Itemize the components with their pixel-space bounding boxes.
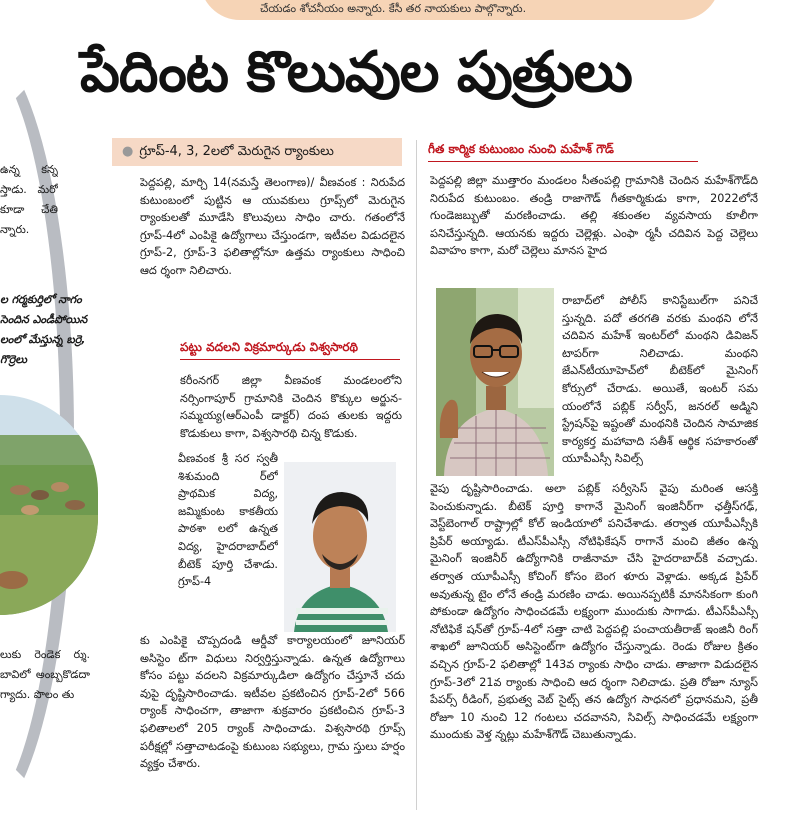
subhead-mahesh: గీత కార్మిక కుటుంబం నుంచి మహేశ్ గౌడ్ [428, 142, 698, 162]
article-viswa-part-2: వీణవంక శ్రీ సర స్వతీ శిశుమంది ర్‌లో ప్రాథమిక విద్య, జమ్మికుంట కాకతీయ పాఠశా లలో ఉన్నత విద్య, హైదరాబాద్‌లో బీటెక్ పూర్తి చేశాడు. గ్రూప్-4 [178, 452, 278, 589]
headline: పేదింట కొలువుల పుత్రులు [80, 40, 632, 105]
left-column-text-2: ల గర్మకుర్తిలో నాగం సెందిన ఎండీపోయిన లంలో మేస్తున్న బర్రె, గొర్రెలు [0, 293, 88, 366]
subhead-group-ranks [112, 138, 402, 166]
column-divider [416, 140, 417, 810]
left-column-text-3: లుకు రెండెక ర్శు. బావిలో అంబ్బకొడదా గ్యాదు. పొలం తు [0, 648, 90, 701]
goats-field-illustration [0, 395, 98, 615]
subhead-group-ranks-text: గ్రూప్-4, 3, 2లలో మెరుగైన ర్యాంకులు [139, 144, 334, 159]
portrait-viswasarathi [284, 462, 396, 632]
article-viswa-part-1: కరీంనగర్ జిల్లా వీణవంక మండలంలోని నర్సింగాపూర్ గ్రామానికి చెందిన కొక్కుల అర్జున-సమ్మయ్య(ఆర్ఎంపీ డాక్టర్) దంప తులకు ఇద్దరు కొడుకులు కాగా, విశ్వసారథి చిన్న కొడుకు. [180, 374, 402, 440]
bullet-icon: ● [122, 144, 134, 159]
article-intro: పెద్దపల్లి, మార్చి 14(నమస్తే తెలంగాణ)/ వీణవంక : నిరుపేద కుటుంబంలో పుట్టిన ఆ యువకులు గ్రూప్స్‌లో మెరుగైన ర్యాంకులతో మూడేసి కొలువులు సాధిం చారు. గతంలోనే గ్రూప్-4లో ఎంపికై ఉద్యోగాలు చేస్తుండగా, ఇటీవల విడుదలైన గ్రూప్-2, గ్రూప్-3 ఫలితాల్లోనూ ఉత్తమ ర్యాంకులు సాధించి ఆద ర్శంగా నిలిచారు. [140, 176, 405, 277]
article-mahesh-part-2: రాబాద్‌లో పోలీస్ కానిస్టేబుల్‌గా పనిచే స్తున్నది. పదో తరగతి వరకు మంథని లోనే చదివిన మహేశ్ ఇంటర్‌లో మంథని డివిజన్ టాపర్‌గా నిలిచాడు. మంథని జేఎన్‌టీయూహెచ్‌లో బీటెక్‌లో మైనింగ్ కోర్సులో చేరాడు. అయితే, ఇంటర్ సమ యంలోనే పబ్లిక్ సర్వీస్, జనరల్ అడ్మిని స్ట్రేషన్‌పై ఇష్టంతో మంథనికి చెందిన సామాజిక కార్యకర్త మహావాది సతీశ్ ఆర్థిక సహకారంతో యూపీఎస్సీ సివిల్స్ [562, 294, 758, 466]
article-viswa-part-3: కు ఎంపికై చొప్పదండి ఆర్డీవో కార్యాలయంలో జూనియర్ అసిస్టెం ట్‌గా విధులు నిర్వర్తిస్తున్నాడు. ఉన్నత ఉద్యోగాలు కోసం పట్టు వదలని విక్రమార్కుడిలా ఉద్యోగం చేస్తూనే చదు వుపై దృష్టిసారించాడు. ఇటీవల ప్రకటించిన గ్రూప్-2లో 566 ర్యాంక్ సాధించగా, తాజాగా శుక్రవారం ప్రకటించిన గ్రూప్-3 ఫలితాలలో 205 ర్యాంక్ సాధించాడు. విశ్వసారథి గ్రూప్స్ పరీక్షల్లో సత్తాచాటడంపై కుటుంబ సభ్యులు, గ్రామ స్తులు హర్షం వ్యక్తం చేశారు. [140, 634, 405, 771]
article-mahesh-part-3: వైపు దృష్టిసారించాడు. అలా పబ్లిక్ సర్వీసెస్ వైపు మరింత ఆసక్తి పెంచుకున్నాడు. బీటెక్ పూర్తి కాగానే మైనింగ్ ఇంజినీర్‌గా ఛత్తీస్‌గఢ్, వెస్ట్‌బెంగాల్ రాష్ట్రాల్లో కోల్ ఇండియాలో పనిచేశాడు. తర్వాత యూపీఎస్సీకి ప్రిపేర్ అయ్యాడు. టీఎస్‌పీఎస్సీ నోటిఫికేషన్ రాగానే మంచి జీతం ఉన్న మైనింగ్ ఇంజినీర్ ఉద్యోగానికి రాజీనామా చేసి హైదరాబాద్‌కి వచ్చాడు. తర్వాత యూపీఎస్సీ కోచింగ్ కోసం బెంగ ళూరు వెళ్లాడు. అక్కడ ప్రిపేర్ అవుతున్న టైం లోనే తండ్రి మరణిం చాడు. అయినప్పటికీ మానసికంగా కుంగి పోకుండా ఉద్యోగం సాధించడమే లక్ష్యంగా ముందుకు సాగాడు. టీఎస్‌పీఎస్సీ నోటిఫికే షన్‌తో గ్రూప్-4లో సత్తా చాటి పెద్దపల్లి పంచాయతీరాజ్ ఇంజినీ రింగ్ శాఖలో జూనియర్ అసిస్టెంట్‌గా ఉద్యోగం చేస్తున్నాడు. రెండు రోజుల క్రితం వచ్చిన గ్రూప్-2 ఫలితాల్లో 143వ ర్యాంకు సాధిం చాడు. తాజాగా విడుదలైన గ్రూప్-3లో 21వ ర్యాంకు సాధించి ఆద ర్శంగా నిలిచాడు. ప్రతి రోజూ న్యూస్ పేపర్స్ రీడింగ్, ప్రభుత్వ వెబ్ సైట్స్ తన ఉద్యోగ సాధనలో ప్రధానమని, ప్రతీ రోజూ 10 నుంచి 12 గంటలు చదవానని, సివిల్స్ సాధించడమే లక్ష్యంగా ముందుకు వెళ్త న్నట్లు మహేశ్‌గౌడ్ చెబుతున్నాడు. [430, 482, 758, 742]
top-strip-text: చేయడం శోచనీయం అన్నారు. కేసీ తర నాయకులు పాల్గొన్నారు. [260, 2, 527, 15]
portrait-mahesh-goud [436, 288, 554, 476]
article-mahesh-part-1: పెద్దపల్లి జిల్లా ముత్తారం మండలం సీతంపల్లి గ్రామానికి చెందిన మహేశ్‌గౌడ్‌ది నిరుపేద కుటుంబం. తండ్రి రాజాగౌడ్ గీతకార్మికుడు కాగా, 2022లోనే గుండెజబ్బుతో మరణించాడు. తల్లి శకుంతల వ్యవసాయ కూలీగా పనిచేస్తున్నది. ఆయనకు ఇద్దరు చెల్లెళ్లు. ఎంఫా ర్మసీ చదివిన పెద్ద చెల్లెలు వివాహం కాగా, మరో చెల్లెలు మానస హైద [430, 174, 758, 258]
left-column-text-1: ఉన్న కన్న స్తాడు. మరో కూడా చేతి న్నారు. [0, 163, 58, 236]
left-photo-goats-field [0, 395, 98, 615]
photo-viswasarathi [284, 462, 396, 632]
photo-mahesh-goud [436, 288, 554, 476]
subhead-viswa: పట్టు వదలని విక్రమార్కుడు విశ్వసారథి [180, 340, 400, 360]
